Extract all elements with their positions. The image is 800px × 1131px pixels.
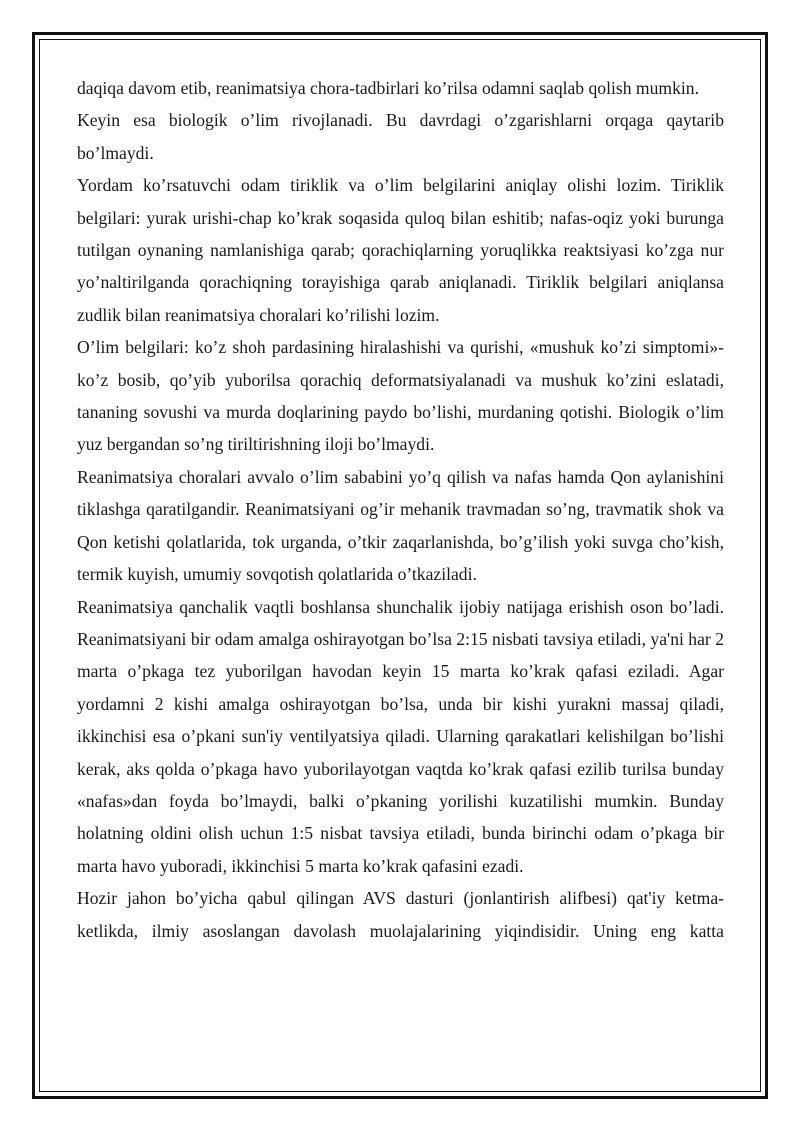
paragraph: Keyin esa biologik o’lim rivojlanadi. Bu davrdagi o’zgarishlarni orqaga qaytarib bo’lmaydi.	[77, 110, 724, 163]
paragraph: O’lim belgilari: ko’z shoh pardasining hiralashishi va qurishi, «mushuk ko’zi simptomi»-ko’z bosib, qo’yib yuborilsa qorachiq deformatsiyalanadi va mushuk ko’zini eslatadi, tananing sovushi va murda doqlarining paydo bo’lishi, murdaning qotishi. Biologik o’lim yuz bergandan so’ng tiriltirishning iloji bo’lmaydi.	[77, 337, 724, 455]
paragraph: daqiqa davom etib, reanimatsiya chora-tadbirlari ko’rilsa odamni saqlab qolish mumkin.	[77, 78, 699, 98]
paragraph: Reanimatsiya qanchalik vaqtli boshlansa shunchalik ijobiy natijaga erishish oson bo’ladi. Reanimatsiyani bir odam amalga oshirayotgan bo’lsa 2:15 nisbati tavsiya etiladi, ya'ni har 2 marta o’pkaga tez yuborilgan havodan keyin 15 marta ko’krak qafasi eziladi. Agar yordamni 2 kishi amalga oshirayotgan bo’lsa, unda bir kishi yurakni massaj qiladi, ikkinchisi esa o’pkani sun'iy ventilyatsiya qiladi. Ularning qarakatlari kelishilgan bo’lishi kerak, aks qolda o’pkaga havo yuborilayotgan vaqtda ko’krak qafasi ezilib turilsa bunday «nafas»dan foyda bo’lmaydi, balki o’pkaning yorilishi kuzatilishi mumkin. Bunday holatning oldini olish uchun 1:5 nisbat tavsiya etiladi, bunda birinchi odam o’pkaga bir marta havo yuboradi, ikkinchisi 5 marta ko’krak qafasini ezadi.	[77, 596, 724, 876]
paragraph: Yordam ko’rsatuvchi odam tiriklik va o’lim belgilarini aniqlay olishi lozim. Tiriklik belgilari: yurak urishi-chap ko’krak soqasida quloq bilan eshitib; nafas-oqiz yoki burunga tutilgan oynaning namlanishiga qarab; qorachiqlarning yoruqlikka reaktsiyasi ko’zga nur yo’naltirilganda qorachiqning torayishiga qarab aniqlanadi. Tiriklik belgilari aniqlansa zudlik bilan reanimatsiya choralari ko’rilishi lozim.	[77, 175, 724, 325]
paragraph: Reanimatsiya choralari avvalo o’lim sababini yo’q qilish va nafas hamda Qon aylanishini tiklashga qaratilgandir. Reanimatsiyani og’ir mehanik travmadan so’ng, travmatik shok va Qon ketishi qolatlarida, tok urganda, o’tkir zaqarlanishda, bo’g’ilish yoki suvga cho’kish, termik kuyish, umumiy sovqotish qolatlarida o’tkaziladi.	[77, 466, 724, 585]
paragraph: Hozir jahon bo’yicha qabul qilingan AVS dasturi (jonlantirish alifbesi) qat'iy ketma-ketlikda, ilmiy asoslangan davolash muolajalarining yiqindisidir. Uning eng katta	[77, 888, 724, 941]
document-body	[77, 72, 724, 947]
